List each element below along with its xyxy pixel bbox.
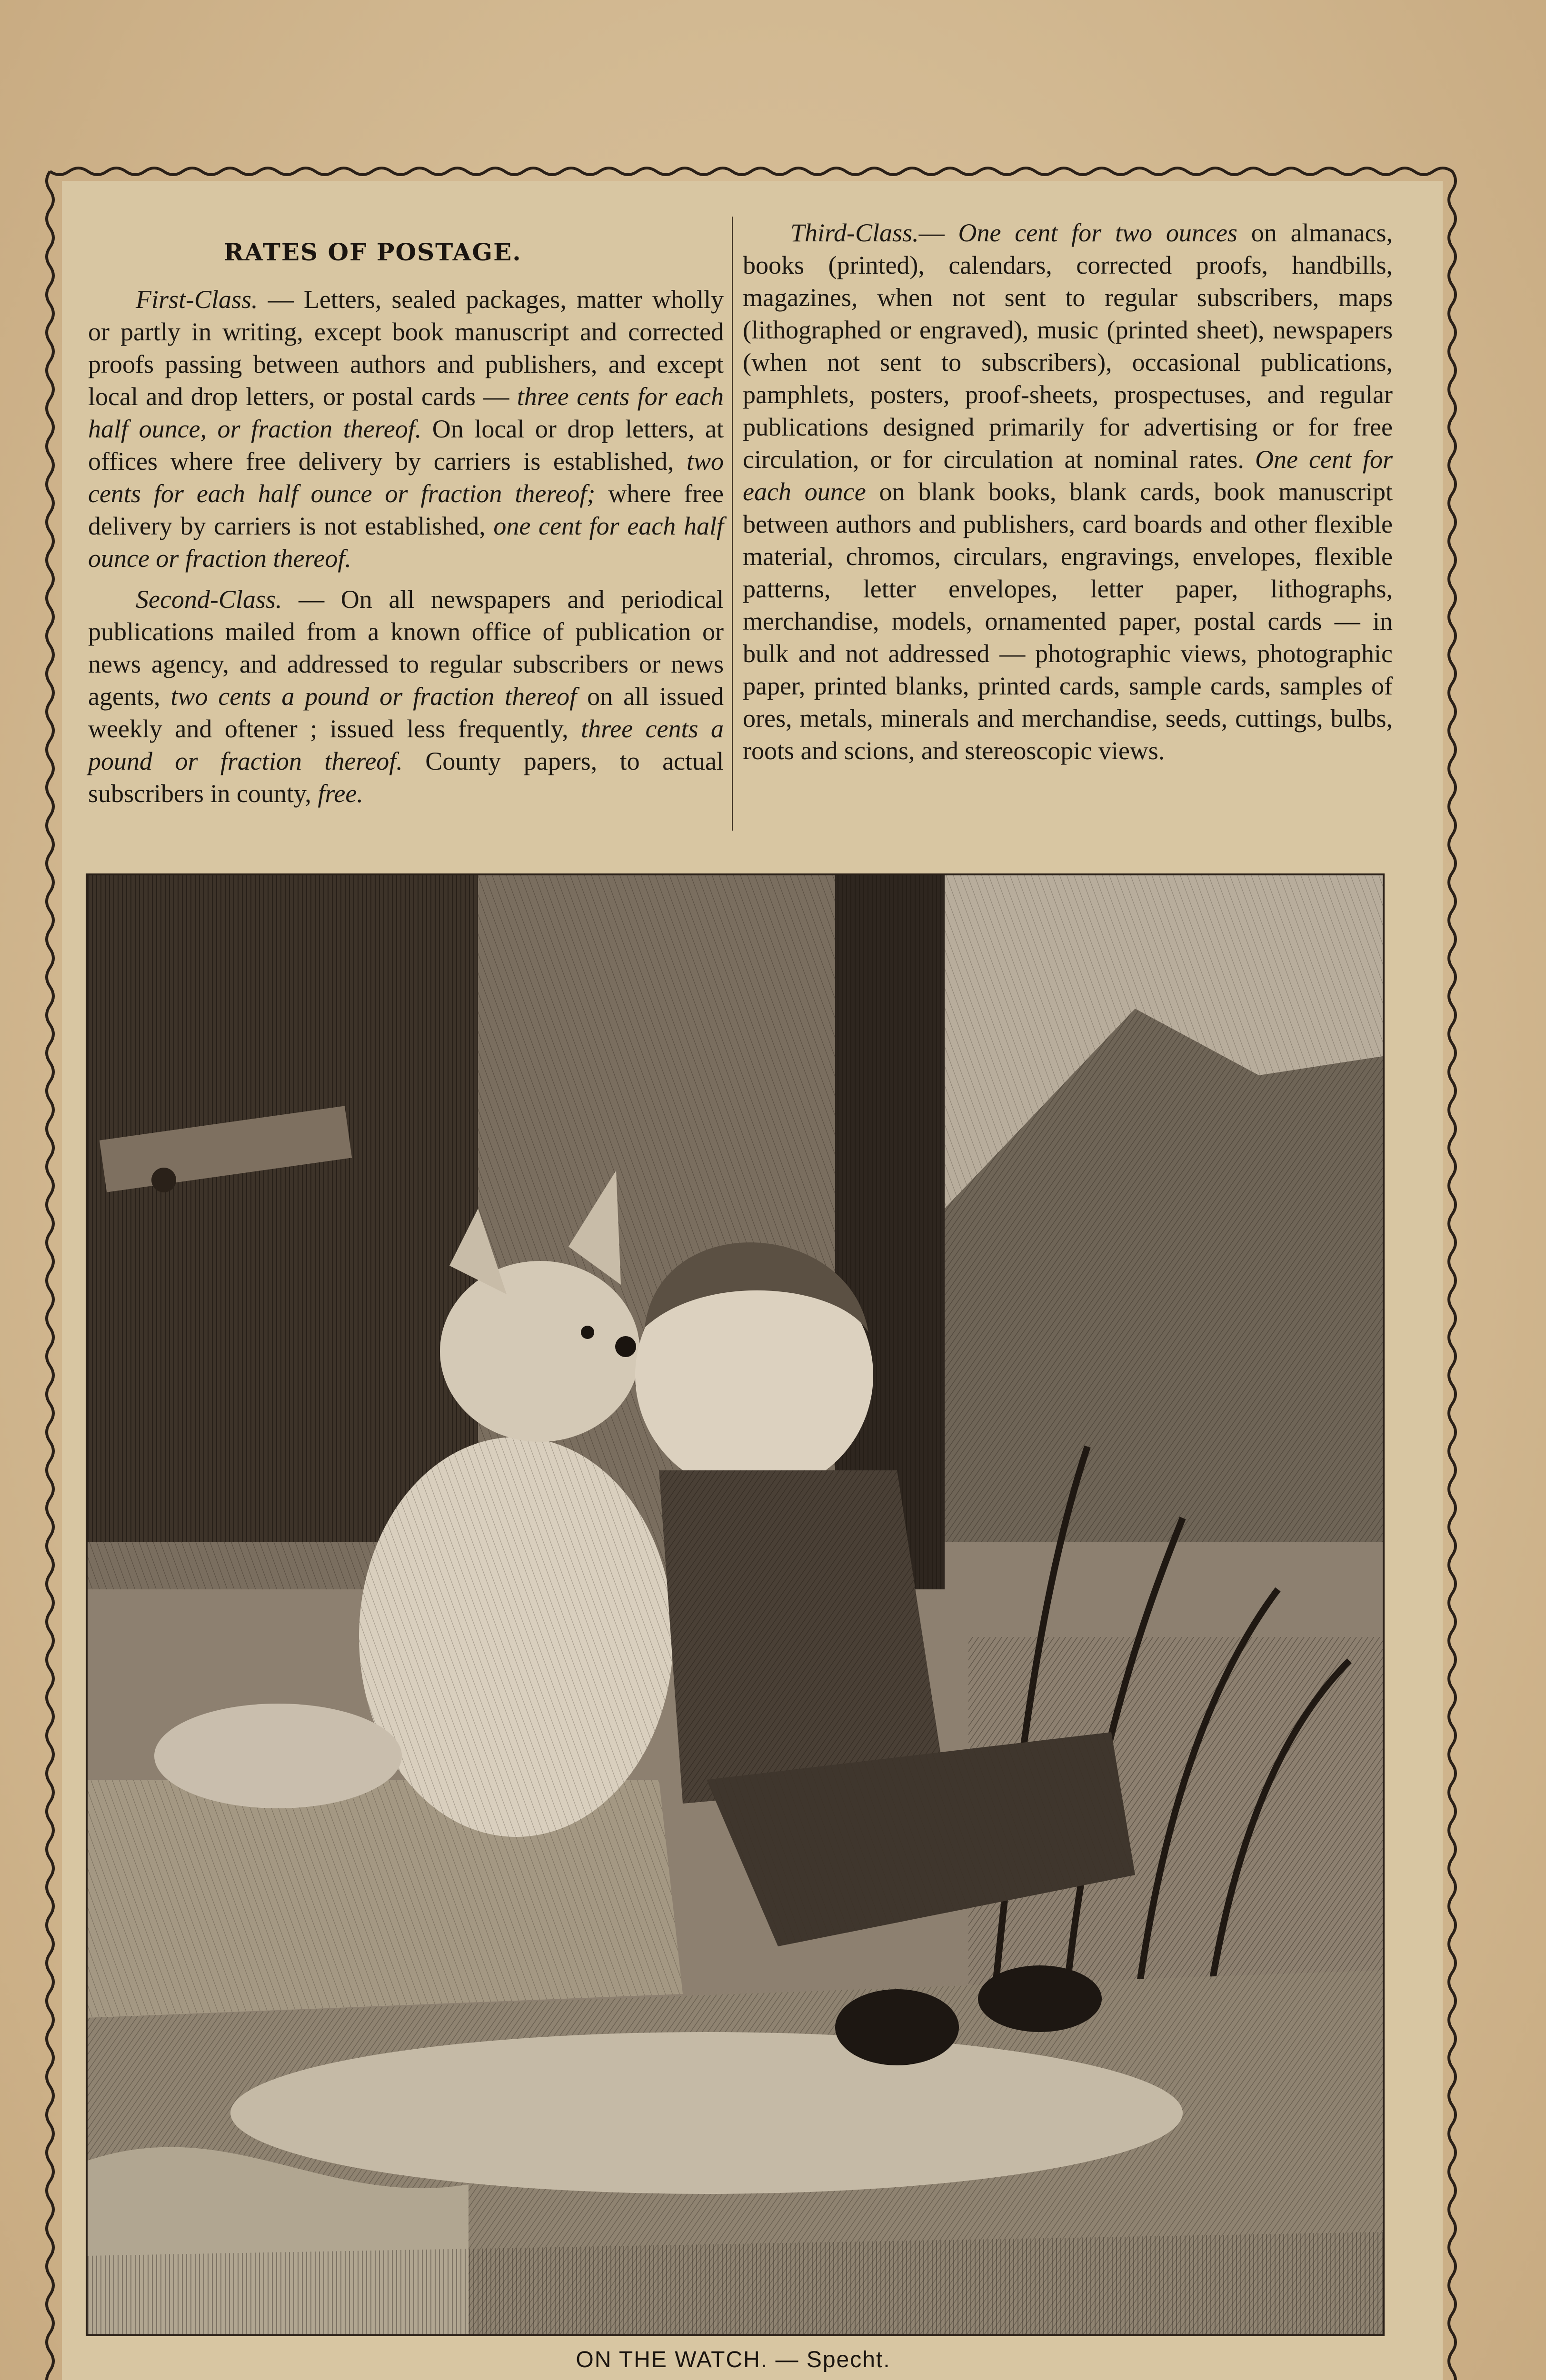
column-divider — [732, 217, 733, 831]
engraving-picture — [88, 875, 1383, 2334]
page-title: RATES OF POSTAGE. — [224, 238, 522, 266]
postage-right-column — [743, 217, 1393, 775]
first-class-paragraph: First-Class. — Letters, sealed packages, matter wholly or partly in writing, except book manuscript and corrected proofs passing between authors and publishers, and except local and drop letters, or postal cards — three cents for each half ounce, or fraction thereof. On local or drop letters, at offices where free delivery by carriers is established, two cents for each half ounce or fraction thereof; where free delivery by carriers is not established, one cent for each half ounce or fraction thereof. — [88, 285, 724, 573]
engraving-illustration — [86, 873, 1385, 2336]
third-class-paragraph: Third-Class.— One cent for two ounces on almanacs, books (printed), calendars, corrected proofs, handbills, magazines, when not sent to regular subscribers, maps (lithographed or engraved), music (printed sheet), newspapers (when not sent to subscribers), occasional publications, pamphlets, posters, proof-sheets, prospectuses, and regular publications designed primarily for advertising or for free circulation, or for circulation at nominal rates. One cent for each ounce on blank books, blank cards, book manuscript between authors and publishers, card boards and other flexible material, chromos, circulars, engravings, envelopes, flexible patterns, letter envelopes, letter paper, lithographs, merchandise, models, ornamented paper, postal cards — in bulk and not addressed — photographic views, photographic paper, printed blanks, printed cards, sample cards, samples of ores, metals, minerals and merchandise, seeds, cuttings, bulbs, roots and scions, and stereoscopic views. — [743, 218, 1393, 765]
postage-left-column — [88, 283, 724, 818]
second-class-paragraph: Second-Class. — On all newspapers and periodical publications mailed from a known office of publication or news agency, and addressed to regular subscribers or news agents, two cents a pound or fraction thereof on all issued weekly and oftener ; issued less frequently, three cents a pound or fraction thereof. County papers, to actual subscribers in county, free. — [88, 585, 724, 808]
illustration-caption: ON THE WATCH. — Specht. — [576, 2347, 891, 2372]
